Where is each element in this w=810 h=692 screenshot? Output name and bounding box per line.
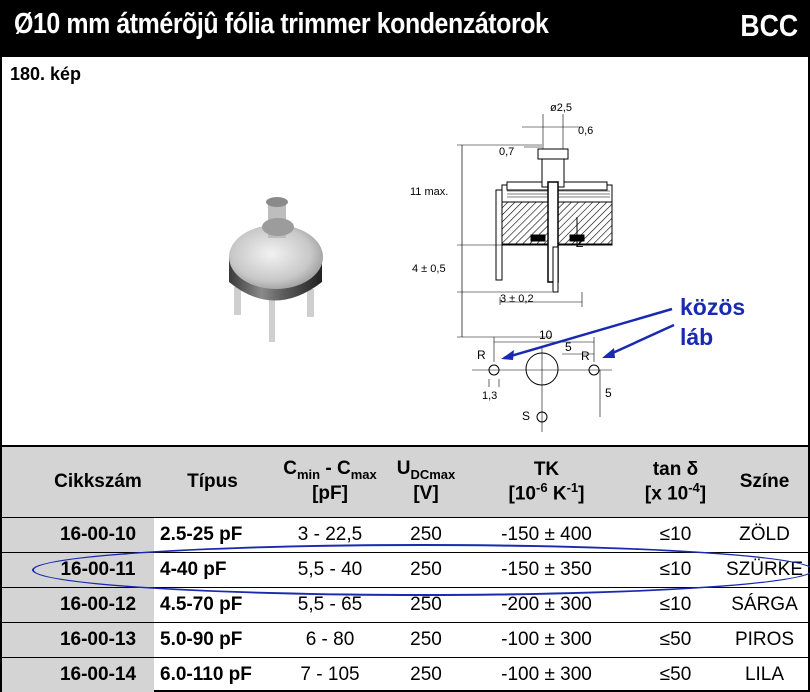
cell-code: 16-00-12 (42, 587, 154, 622)
specs-table-area (2, 445, 808, 692)
cell-voltage: 250 (410, 663, 442, 685)
cell-code: 16-00-11 (42, 552, 154, 587)
cell-tan: ≤50 (659, 663, 692, 685)
cell-capacitance: 5,5 - 65 (297, 593, 363, 615)
cell-type: 5.0-90 pF (160, 628, 243, 650)
cell-voltage: 250 (410, 558, 442, 580)
cell-type: 6.0-110 pF (160, 663, 252, 685)
annotation-line2: láb (680, 324, 714, 350)
cell-code: 16-00-10 (42, 517, 154, 552)
title-bar (2, 2, 808, 57)
table-row (2, 552, 808, 587)
cell-tk: -100 ± 300 (501, 628, 592, 650)
cell-tan: ≤10 (659, 523, 692, 545)
dim-06: 0,6 (578, 125, 594, 137)
header-tan-delta: tan δ [x $10^{-4}$] (644, 458, 707, 504)
annotation-line1: közös (680, 294, 746, 320)
header-code: Cikkszám (54, 470, 142, 492)
figure-caption: 180. kép (10, 64, 82, 84)
dim-13: 1,3 (482, 390, 498, 402)
cell-type: 4.5-70 pF (160, 593, 243, 615)
cell-color: SÁRGA (731, 593, 798, 615)
common-pin-annotation (501, 294, 745, 360)
cell-color: LILA (744, 663, 785, 685)
header-capacitance: $C_{min} - C_{max}$ [pF] (283, 458, 377, 505)
cell-tan: ≤50 (659, 628, 692, 650)
label-z: Z (576, 236, 584, 250)
dim-pin-length: 4 ± 0,5 (412, 263, 446, 275)
cell-voltage: 250 (410, 628, 442, 650)
cell-capacitance: 5,5 - 40 (297, 558, 363, 580)
label-r-left: R (477, 348, 486, 362)
side-view-drawing (457, 114, 612, 337)
dim-height: 11 max. (410, 186, 449, 198)
header-voltage: $U_{DCmax}$ [V] (396, 458, 456, 505)
cell-color: PIROS (734, 628, 795, 650)
table-row (2, 587, 808, 622)
table-row (2, 517, 808, 552)
cell-type: 4-40 pF (160, 558, 227, 580)
table-row (2, 657, 808, 692)
brand-label: BCC (740, 8, 798, 43)
specs-table (2, 447, 808, 692)
header-color: Színe (739, 470, 790, 492)
cell-type: 2.5-25 pF (160, 523, 243, 545)
page-title: Ø10 mm átmérõjû fólia trimmer kondenzátorok (14, 8, 549, 40)
figure-area (2, 57, 808, 445)
table-row (2, 622, 808, 657)
label-r-right: R (581, 349, 590, 363)
cell-voltage: 250 (410, 523, 442, 545)
cell-tk: -100 ± 300 (501, 663, 592, 685)
cell-code: 16-00-13 (42, 622, 154, 657)
cell-tk: -200 ± 300 (501, 593, 592, 615)
capacitor-photo (229, 197, 323, 342)
table-header-row (2, 447, 808, 517)
header-type: Típus (187, 470, 238, 492)
label-s: S (522, 409, 531, 423)
header-tk: TK [$10^{-6}$ $K^{-1}$] (508, 458, 585, 504)
dim-10: 10 (539, 328, 553, 342)
dim-5-top: 5 (565, 340, 572, 354)
dim-5-side: 5 (605, 386, 612, 400)
dim-diameter: ø2,5 (550, 102, 573, 114)
footprint-drawing (472, 337, 612, 432)
cell-tk: -150 ± 350 (501, 558, 592, 580)
cell-tan: ≤10 (659, 593, 692, 615)
cell-code: 16-00-14 (42, 657, 154, 692)
cell-color: ZÖLD (739, 523, 790, 545)
dim-pin-width: 3 ± 0,2 (500, 293, 534, 305)
cell-tan: ≤10 (659, 558, 692, 580)
dim-07: 0,7 (499, 146, 515, 158)
cell-color: SZÜRKE (725, 558, 804, 580)
cell-voltage: 250 (410, 593, 442, 615)
cell-capacitance: 7 - 105 (300, 663, 360, 685)
cell-capacitance: 3 - 22,5 (297, 523, 363, 545)
cell-tk: -150 ± 400 (501, 523, 592, 545)
cell-capacitance: 6 - 80 (305, 628, 355, 650)
